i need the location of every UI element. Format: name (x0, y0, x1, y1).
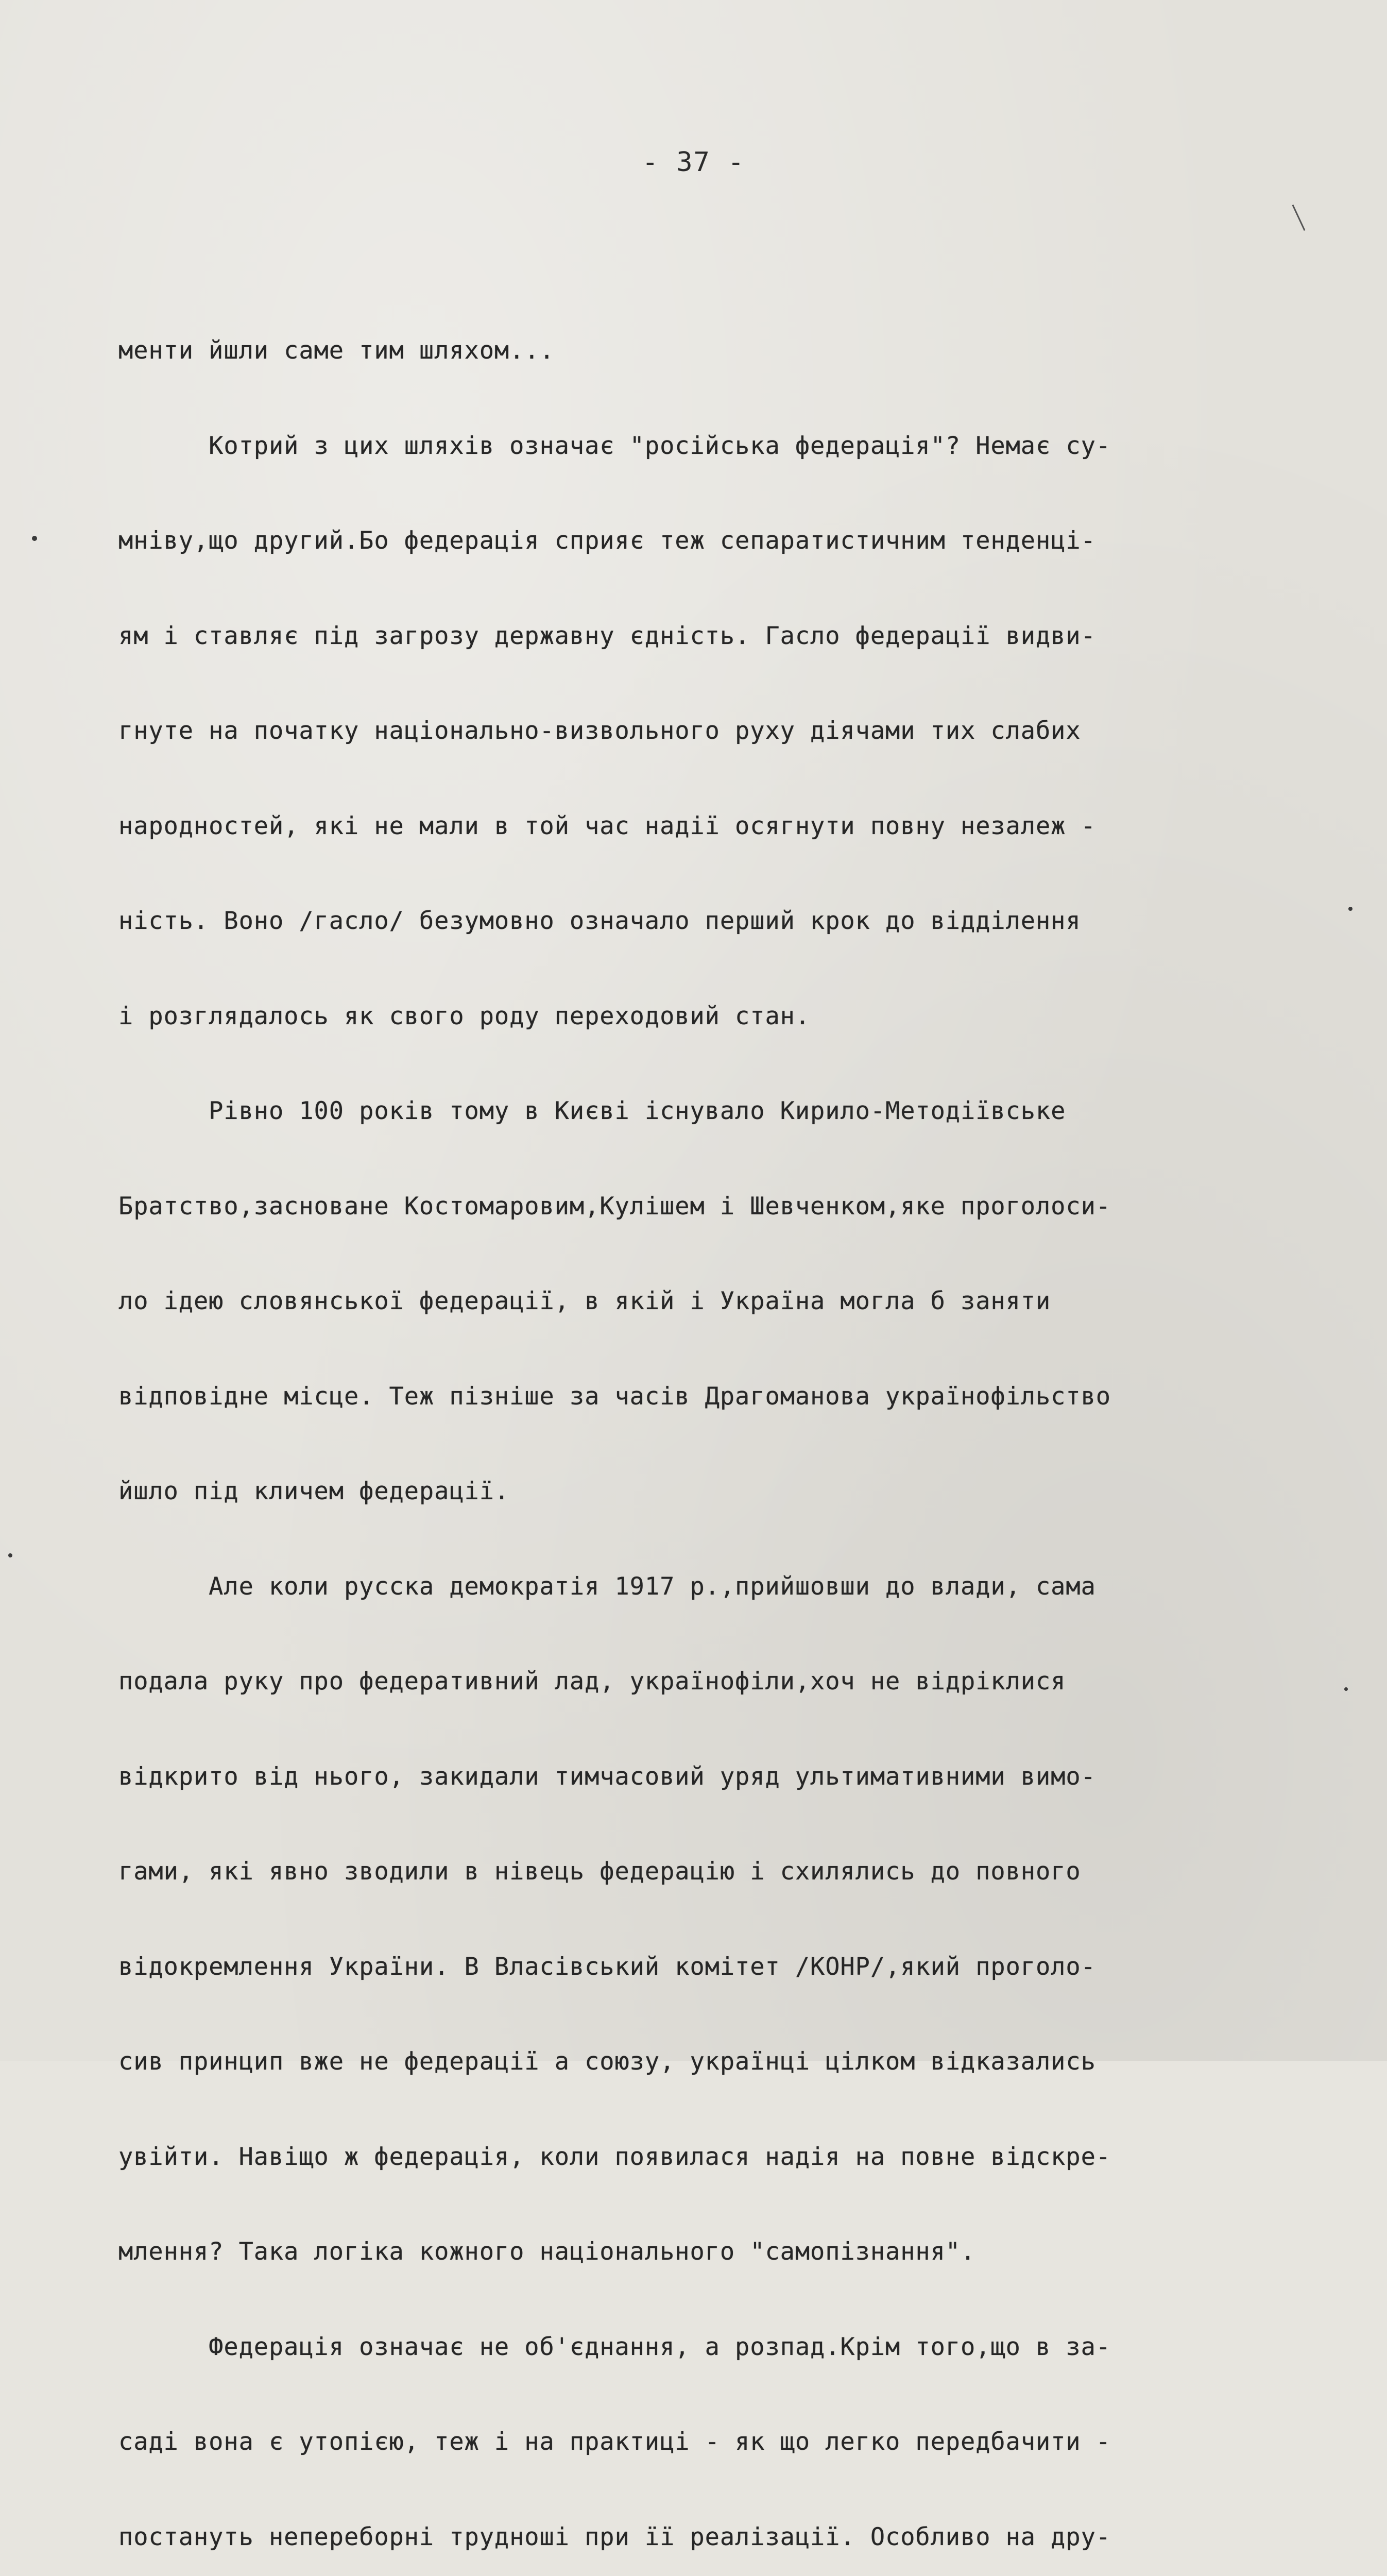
text-line: Рівно 100 років тому в Києві існувало Кирило-Методіївське (118, 1097, 1066, 1125)
text-line: і розглядалось як свого роду переходовий стан. (118, 1002, 811, 1030)
text-line: Федерація означає не об'єднання, а розпад.Крім того,що в за- (118, 2332, 1111, 2361)
text-line: постануть непереборні трудноші при її реалізації. Особливо на дру- (118, 2522, 1111, 2551)
text-line: гнуте на початку національно-визвольного руху діячами тих слабих (118, 717, 1081, 745)
text-line: відкрито від нього, закидали тимчасовий уряд ультимативними вимо- (118, 1762, 1096, 1791)
text-line: відокремлення України. В Власівський комітет /КОНР/,який проголо- (118, 1952, 1096, 1981)
text-line: менти йшли саме тим шляхом... (118, 336, 555, 365)
text-line: Але коли русска демократія 1917 р.,прийшовши до влади, сама (118, 1572, 1096, 1601)
ink-speck (1348, 907, 1352, 911)
text-line: млення? Така логіка кожного національного "самопізнання". (118, 2238, 976, 2266)
text-line: йшло під кличем федерації. (118, 1477, 510, 1505)
ink-speck (1344, 1687, 1348, 1691)
text-line: сив принцип вже не федерації а союзу, українці цілком відказались (118, 2047, 1096, 2076)
text-line: увійти. Навіщо ж федерація, коли появилася надія на повне відскре- (118, 2142, 1111, 2171)
ink-speck (32, 536, 37, 541)
text-line: подала руку про федеративний лад, українофіли,хоч не відріклися (118, 1667, 1066, 1696)
text-line: Котрий з цих шляхів означає "російська федерація"? Немає су- (118, 431, 1111, 460)
text-line: гами, які явно зводили в нівець федерацію і схилялись до повного (118, 1857, 1081, 1886)
text-line: відповідне місце. Теж пізніше за часів Драгоманова українофільство (118, 1382, 1111, 1411)
text-line: Братство,засноване Костомаровим,Кулішем і Шевченком,яке проголоси- (118, 1192, 1111, 1221)
ink-speck (8, 1553, 12, 1557)
text-line: народностей, які не мали в той час надії осягнути повну незалеж - (118, 811, 1096, 840)
text-line: саді вона є утопією, теж і на практиці - як що легко передбачити - (118, 2428, 1111, 2456)
text-line: ям і ставляє під загрозу державну єдність. Гасло федерації видви- (118, 621, 1096, 650)
text-line: ло ідею словянської федерації, в якій і Україна могла б заняти (118, 1287, 1051, 1315)
page-body (118, 208, 1365, 2576)
text-line: ність. Воно /гасло/ безумовно означало перший крок до відділення (118, 907, 1081, 935)
text-block-main (118, 272, 1365, 2576)
page-number: - 37 - (642, 147, 745, 178)
text-line: мніву,що другий.Бо федерація сприяє теж сепаратистичним тенденці- (118, 527, 1096, 555)
